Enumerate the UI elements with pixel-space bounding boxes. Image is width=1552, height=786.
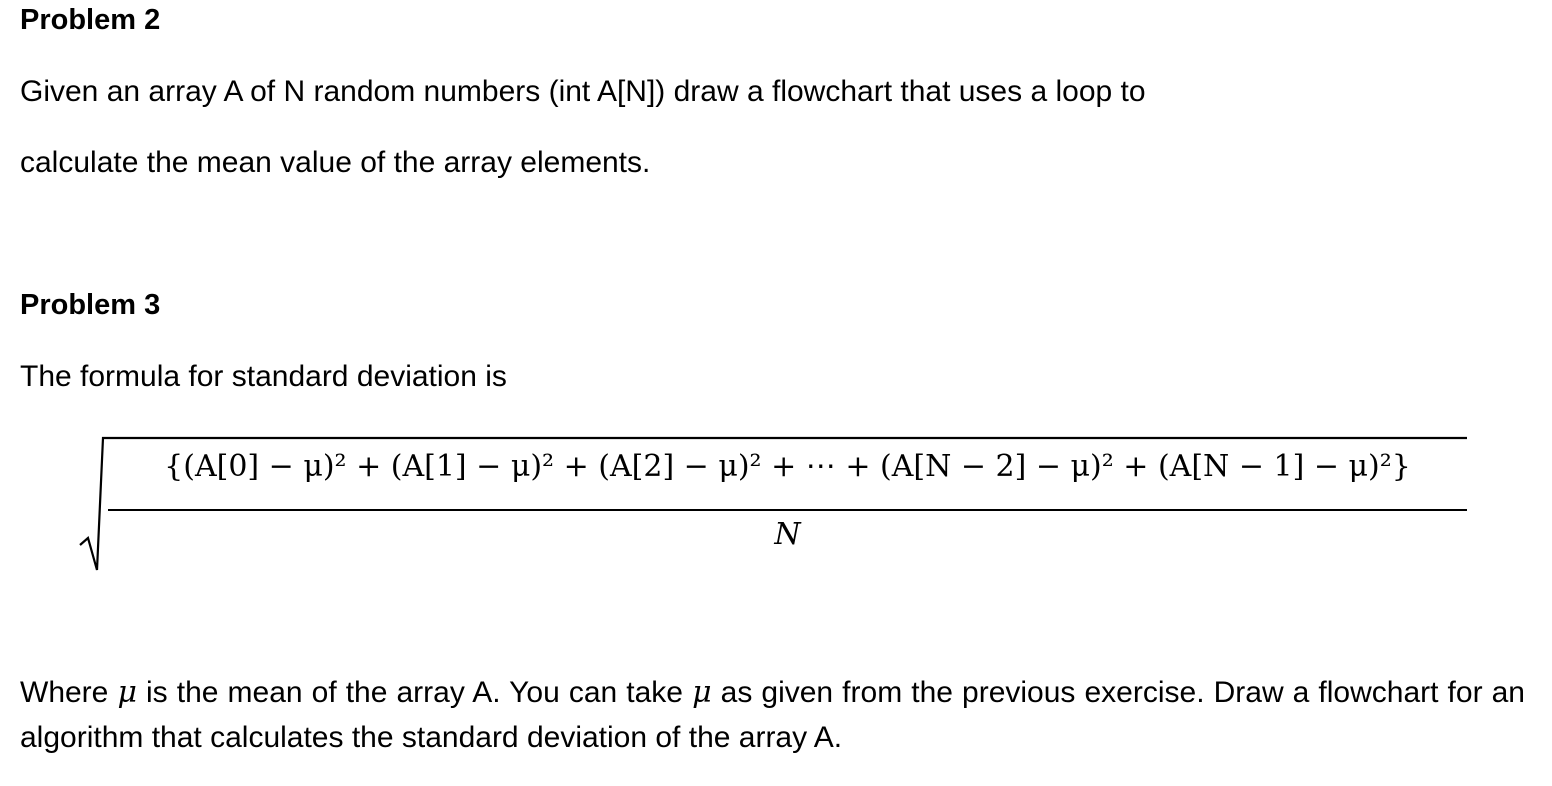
- instruction-text: as given from the previous exercise. Draw a flowchart for an algorithm that calculates the standard deviation of the array A.: [20, 676, 1525, 754]
- square-root-sign: [70, 420, 1480, 580]
- problem-3-heading: Problem 3: [20, 289, 161, 321]
- problem-2-text-line-1: Given an array A of N random numbers (int A[N]) draw a flowchart that uses a loop to: [20, 75, 1146, 108]
- problem-3-explanation: [20, 670, 1525, 760]
- formula-denominator: N: [774, 517, 801, 552]
- formula-numerator: {(A[0] − μ)² + (A[1] − μ)² + (A[2] − μ)² + ⋯ + (A[N − 2] − μ)² + (A[N − 1] − μ)²}: [164, 449, 1411, 484]
- where-text: Where: [20, 676, 109, 709]
- mu-symbol: μ: [117, 675, 137, 710]
- problem-3-intro: The formula for standard deviation is: [20, 360, 507, 393]
- problem-2-text-line-2: calculate the mean value of the array elements.: [20, 146, 651, 179]
- std-dev-formula: [70, 420, 1480, 580]
- mean-text: is the mean of the array A. You can take: [146, 676, 683, 709]
- problem-2-heading: Problem 2: [20, 4, 161, 36]
- mu-symbol: μ: [692, 675, 712, 710]
